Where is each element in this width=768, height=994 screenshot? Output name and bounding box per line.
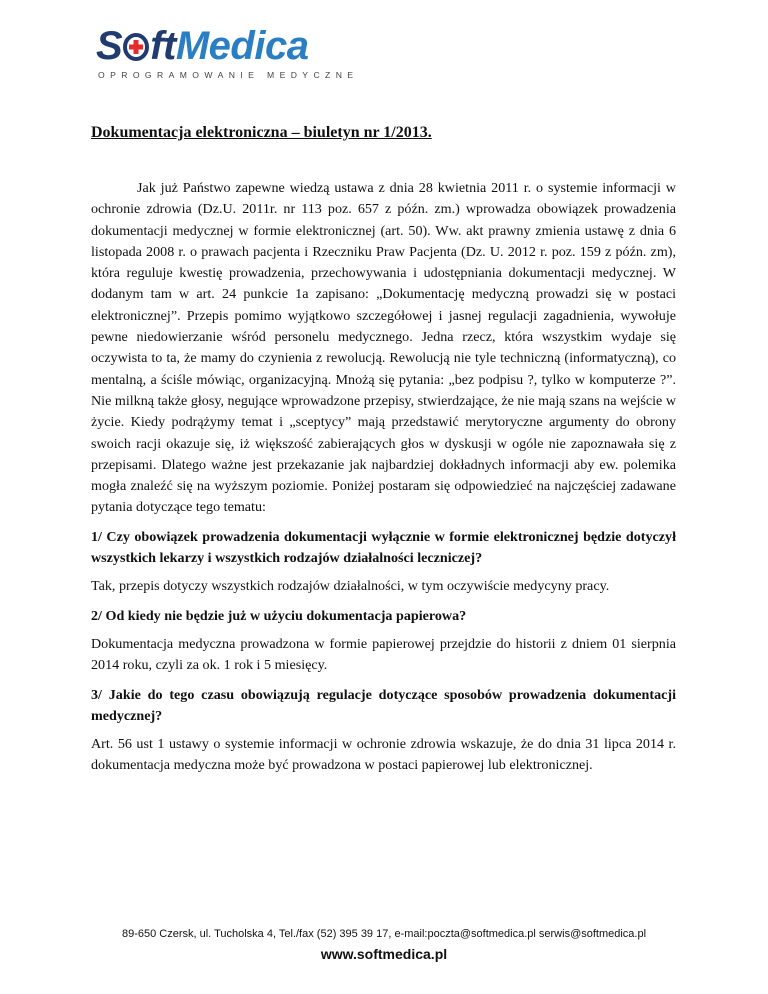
document-body — [91, 178, 676, 777]
footer-address: 89-650 Czersk, ul. Tucholska 4, Tel./fax (52) 395 39 17, e-mail:poczta@softmedica.pl serwis@softmedica.pl — [121, 928, 647, 940]
answer-2: Dokumentacja medyczna prowadzona w formie papierowej przejdzie do historii z dniem 01 sierpnia 2014 roku, czyli za ok. 1 rok i 5 miesięcy. — [91, 635, 676, 674]
question-2: 2/ Od kiedy nie będzie już w użyciu dokumentacja papierowa? — [91, 607, 467, 624]
logo-text-s: S — [96, 24, 123, 68]
document-title: Dokumentacja elektroniczna – biuletyn nr 1/2013. — [91, 124, 432, 141]
logo-text-ft: ft — [150, 24, 176, 68]
logo-text-medica: Medica — [175, 24, 309, 68]
logo-tagline: OPROGRAMOWANIE MEDYCZNE — [98, 70, 359, 80]
question-1: 1/ Czy obowiązek prowadzenia dokumentacji wyłącznie w formie elektronicznej będzie dotyczył wszystkich lekarzy i wszystkich rodzajów działalności leczniczej? — [91, 528, 676, 567]
question-3: 3/ Jakie do tego czasu obowiązują regulacje dotyczące sposobów prowadzenia dokumentacji medycznej? — [91, 686, 676, 724]
intro-paragraph: Jak już Państwo zapewne wiedzą ustawa z dnia 28 kwietnia 2011 r. o systemie informacji w ochronie zdrowia (Dz.U. 2011r. nr 113 poz. 657 z późn. zm.) wprowadza obowiązek prowadzenia dokumentacji medycznej w formie elektronicznej (art. 50). Ww. akt prawny zmienia ustawę z dnia 6 listopada 2008 r. o prawach pacjenta i Rzeczniku Praw Pacjenta (Dz. U. 2012 r. poz. 159 z późn. zm), która reguluje kwestię prowadzenia, przechowywania i udostępniania dokumentacji medycznej. W dodanym tam w art. 24 punkcie 1a zapisano: „Dokumentację medyczną prowadzi się w postaci elektronicznej”. Przepis pomimo wyjątkowo szczegółowej i jasnej regulacji zagadnienia, wywołuje pewne niedowierzanie wśród personelu medycznego. Jedna rzecz, która wszystkim wydaje się oczywista to ta, że mamy do czynienia z rewolucją. Rewolucją nie tyle techniczną (informatyczną), co mentalną, a ściśle mówiąc, organizacyjną. Mnożą się pytania: „bez podpisu ?, tylko w komputerze ?”. Nie milkną także głosy, negujące wprowadzone przepisy, stwierdzające, że nie mają szans na wejście w życie. Kiedy podrążymy temat i „sceptycy” mają przedstawić merytoryczne argumenty do obrony swoich racji okazuje się, iż większość zabierających głos w dyskusji w ogóle nie zapoznawała się z przepisami. Dlatego ważne jest przekazanie jak najbardziej dokładnych informacji aby ew. polemika mogła znaleźć się na wyższym poziomie. Poniżej postaram się odpowiedzieć na najczęściej zadawane pytania dotyczące tego tematu: — [91, 180, 676, 516]
logo-wordmark — [96, 26, 308, 66]
answer-3: Art. 56 ust 1 ustawy o systemie informacji w ochronie zdrowia wskazuje, że do dnia 31 lipca 2014 r. dokumentacja medyczna może być prowadzona w postaci papierowej lub elektronicznej. — [91, 736, 676, 774]
softmedica-logo — [96, 26, 366, 82]
medical-cross-icon — [123, 28, 149, 56]
answer-1: Tak, przepis dotyczy wszystkich rodzajów działalności, w tym oczywiście medycyny pracy. — [91, 578, 610, 595]
footer-website: www.softmedica.pl — [320, 946, 448, 962]
